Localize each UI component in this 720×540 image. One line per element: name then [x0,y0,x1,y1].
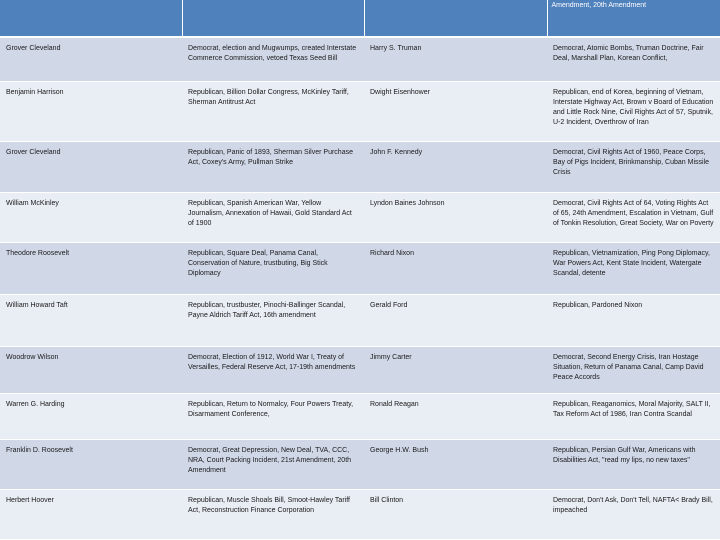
table-row [0,439,720,489]
table-row [0,81,720,141]
president-name-cell: Herbert Hoover [0,489,182,539]
president-notes-cell: Republican, Pardoned Nixon [547,294,720,346]
header-cell-3 [364,0,547,37]
header-cell-1 [0,0,182,37]
president-name-cell: Benjamin Harrison [0,81,182,141]
table-row [0,294,720,346]
president-notes-cell: Republican, trustbuster, Pinochi-Ballinger Scandal, Payne Aldrich Tariff Act, 16th amendment [182,294,364,346]
president-name-cell: William Howard Taft [0,294,182,346]
president-name-cell: Gerald Ford [364,294,547,346]
table-row [0,346,720,393]
president-notes-cell: Republican, Reaganomics, Moral Majority, SALT II, Tax Reform Act of 1986, Iran Contra Scandal [547,393,720,439]
president-notes-cell: Republican, Muscle Shoals Bill, Smoot-Hawley Tariff Act, Reconstruction Finance Corporation [182,489,364,539]
president-name-cell: George H.W. Bush [364,439,547,489]
president-name-cell: Lyndon Baines Johnson [364,192,547,242]
president-name-cell: William McKinley [0,192,182,242]
president-notes-cell: Republican, Square Deal, Panama Canal, Conservation of Nature, trustbuting, Big Stick Diplomacy [182,242,364,294]
president-notes-cell: Democrat, Election of 1912, World War I, Treaty of Versailles, Federal Reserve Act, 17-19th amendments [182,346,364,393]
header-row [0,0,720,37]
table-row [0,37,720,81]
president-name-cell: Dwight Eisenhower [364,81,547,141]
president-notes-cell: Democrat, Great Depression, New Deal, TVA, CCC, NRA, Court Packing Incident, 21st Amendment, 20th Amendment [182,439,364,489]
president-name-cell: Ronald Reagan [364,393,547,439]
president-name-cell: Harry S. Truman [364,37,547,81]
president-notes-cell: Democrat, Civil Rights Act of 64, Voting Rights Act of 65, 24th Amendment, Escalation in Vietnam, Gulf of Tonkin Resolution, Great Society, War on Poverty [547,192,720,242]
president-notes-cell: Republican, end of Korea, beginning of Vietnam, Interstate Highway Act, Brown v Board of Education and Little Rock Nine, Civil Rights Act of 57, Sputnik, U-2 Incident, Overthrow of Iran [547,81,720,141]
president-name-cell: Theodore Roosevelt [0,242,182,294]
president-notes-cell: Democrat, Civil Rights Act of 1960, Peace Corps, Bay of Pigs Incident, Brinkmanship, Cuban Missile Crisis [547,141,720,192]
president-name-cell: Jimmy Carter [364,346,547,393]
president-name-cell: John F. Kennedy [364,141,547,192]
president-notes-cell: Republican, Panic of 1893, Sherman Silver Purchase Act, Coxey's Army, Pullman Strike [182,141,364,192]
header-cell-2 [182,0,364,37]
president-notes-cell: Republican, Billion Dollar Congress, McKinley Tariff, Sherman Antitrust Act [182,81,364,141]
president-notes-cell: Democrat, Atomic Bombs, Truman Doctrine, Fair Deal, Marshall Plan, Korean Conflict, [547,37,720,81]
president-name-cell: Richard Nixon [364,242,547,294]
president-notes-cell: Republican, Persian Gulf War, Americans with Disabilities Act, "read my lips, no new taxes" [547,439,720,489]
president-name-cell: Warren G. Harding [0,393,182,439]
header-cell-4: Amendment, 20th Amendment [547,0,720,37]
president-notes-cell: Republican, Vietnamization, Ping Pong Diplomacy, War Powers Act, Kent State Incident, Watergate Scandal, detente [547,242,720,294]
table-row [0,192,720,242]
president-notes-cell: Republican, Return to Normalcy, Four Powers Treaty, Disarmament Conference, [182,393,364,439]
table-row [0,141,720,192]
president-notes-cell: Democrat, Second Energy Crisis, Iran Hostage Situation, Return of Panama Canal, Camp David Peace Accords [547,346,720,393]
president-notes-cell: Democrat, Don't Ask, Don't Tell, NAFTA< Brady Bill, impeached [547,489,720,539]
president-notes-cell: Republican, Spanish American War, Yellow Journalism, Annexation of Hawaii, Gold Standard Act of 1900 [182,192,364,242]
table-row [0,393,720,439]
president-name-cell: Franklin D. Roosevelt [0,439,182,489]
president-notes-cell: Democrat, election and Mugwumps, created Interstate Commerce Commission, vetoed Texas Seed Bill [182,37,364,81]
president-name-cell: Grover Cleveland [0,141,182,192]
president-name-cell: Grover Cleveland [0,37,182,81]
table-row [0,242,720,294]
table-row [0,489,720,539]
president-name-cell: Bill Clinton [364,489,547,539]
president-name-cell: Woodrow Wilson [0,346,182,393]
